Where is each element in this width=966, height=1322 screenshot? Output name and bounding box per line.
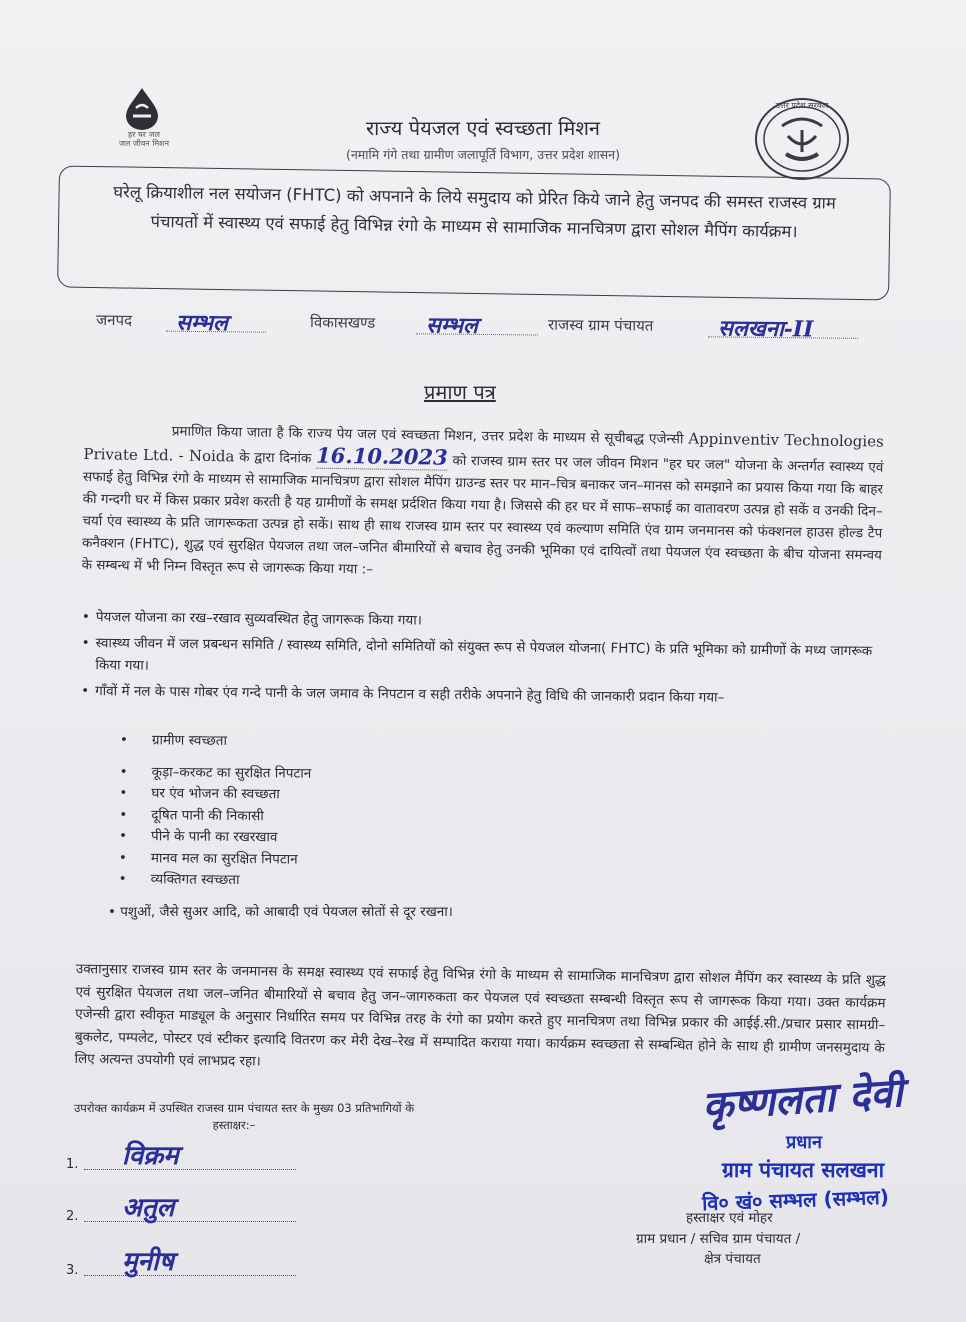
participant-signature-3: 3. मुनीष bbox=[66, 1246, 296, 1280]
certificate-heading: प्रमाण पत्र bbox=[424, 380, 496, 404]
district-value: सम्भल bbox=[175, 309, 229, 337]
list-item: • व्यक्तिगत स्वच्छता bbox=[119, 869, 639, 895]
participants-intro bbox=[74, 1100, 514, 1134]
list-item: • कूड़ा–करकट का सुरक्षित निपटान bbox=[120, 761, 640, 787]
para-part2: के द्वारा दिनांक bbox=[239, 449, 312, 467]
para-part3: को राजस्व ग्राम स्तर पर जल जीवन मिशन "हर घर जल" योजना के अन्तर्गत स्वास्थ्य एवं सफाई हेतु विभिन्न रंगो के माध्यम से सामाजिक मानचित्रण द्वारा सोशल मैपिंग ग्राउन्ड स्तर पर मान–चित्र बनाकर जन–मानस को समझाने का प्रयास किया गया कि बाहर की गन्दगी घर में किस प्रकार प्रवेश करती है यह ग्रामीणों के समक्ष प्रर्दशित किया गया है। जिससे की हर घर में साफ–सफाई का वातावरण उत्पन्न हो सकें व उनकी दिन–चर्या एंव स्वास्थ्य के प्रति जागरूकता उत्पन्न हो सकें। साथ ही साथ राजस्व ग्राम स्तर पर स्वास्थ्य एवं कल्याण समिति एंव ग्राम जनमानस को फंक्शनल हाउस होल्ड टैप कनैक्शन (FHTC), शुद्ध एवं सुरक्षित पेयजल तथा जल–जनित बीमारियों से बचाव हेतु उनकी भूमिका एवं दायित्वों तथा पेयजल एंव स्वच्छता के बीच योजना समन्वय के सम्बन्ध में भी निम्न विस्तृत रूप से जागरूक किया गया :– bbox=[81, 452, 884, 578]
summary-paragraph: उक्तानुसार राजस्व ग्राम स्तर के जनमानस के समक्ष स्वास्थ्य एवं सफाई हेतु विभिन्न रंगो के माध्यम से सामाजिक मानचित्रण द्वारा सोशल मैपिंग कर स्वास्थ्य के प्रति शुद्ध एवं सुरक्षित पेयजल तथा जल–जनित बीमारियों से बचाव हेतु जन–जागरुकता कर पेयजल एवं स्वच्छता सम्बन्धी विस्तृत रूप से जागरूक किया गया। उक्त कार्यक्रम एजेन्सी द्वारा स्वीकृत माड्यूल के अनुसार निर्धारित समय पर विभिन्न तरह के रंगो का प्रयोग करते हुए मानचित्रण तथा विभिन्न प्रकार की आईई.सी./प्रचार प्रसार सामग्री–बुकलेट, पम्पलेट, पोस्टर एवं स्टीकर इत्यादि वितरण कर मेरी देख–रेख में सम्पादित कराया गया। कार्यक्रम स्वच्छता से सम्बन्धित होने के साथ ही ग्रामीण जनसमुदाय के लिए अत्यन्त उपयोगी एवं लाभप्रद रहा। bbox=[74, 960, 886, 1070]
page-subtitle: (नमामि गंगे तथा ग्रामीण जलापूर्ति विभाग, उत्तर प्रदेश शासन) bbox=[345, 147, 620, 162]
list-item: • गाँवों में नल के पास गोबर एंव गन्दे पानी के जल जमाव के निपटान व सही तरीके अपनाने हेतु विधि की जानकारी प्रदान किया गया– bbox=[81, 680, 881, 710]
signatory-role: ग्राम प्रधान / सचिव ग्राम पंचायत / bbox=[636, 1231, 801, 1247]
animal-note: • पशुओं, जैसे सुअर आदि, को आबादी एवं पेयजल स्रोतों से दूर रखना। bbox=[108, 902, 708, 920]
logo-caption: हर घर जल जल जीवन मिशन bbox=[118, 130, 170, 148]
district-label: जनपद bbox=[95, 310, 133, 330]
program-banner bbox=[57, 165, 891, 300]
block-label: विकासखण्ड bbox=[309, 313, 376, 332]
list-item: • पेयजल योजना का रख–रखाव सुव्यवस्थित हेतु जागरूक किया गया। bbox=[82, 606, 882, 636]
participant-signature-2: 2. अतुल bbox=[66, 1192, 296, 1226]
location-fields bbox=[96, 306, 876, 354]
list-item: • स्वास्थ्य जीवन में जल प्रबन्धन समिति / स्वास्थ्य समिति, दोनो समितियों को संयुक्त रूप से पेयजल योजना( FHTC) के प्रति भूमिका को ग्रामीणों के मध्य जागरूक किया गया। bbox=[81, 632, 881, 684]
sanitation-topics-list bbox=[119, 730, 640, 895]
list-item: • मानव मल का सुरक्षित निपटान bbox=[119, 847, 639, 873]
stamp-panchayat: ग्राम पंचायत सलखना bbox=[722, 1158, 885, 1182]
agency-name: Appinventiv Technologies Private Ltd. - Noida bbox=[83, 429, 884, 466]
participants-signature-label: हस्ताक्षर:– bbox=[212, 1118, 256, 1132]
stamp-designation: प्रधान bbox=[786, 1132, 822, 1153]
pradhan-signature: कृष्णलता देवी bbox=[700, 1069, 905, 1130]
participant-signature-1: 1. विक्रम bbox=[66, 1140, 296, 1174]
panchayat-label: राजस्व ग्राम पंचायत bbox=[547, 315, 654, 335]
participant-name: मुनीष bbox=[122, 1247, 174, 1277]
participants-intro-text: उपरोक्त कार्यक्रम में उपस्थित राजस्व ग्राम पंचायत स्तर के मुख्य 03 प्रतिभागियों के bbox=[74, 1101, 415, 1115]
program-date: 16.10.2023 bbox=[315, 442, 448, 470]
banner-text: घरेलू क्रियाशील नल सयोजन (FHTC) को अपनाने के लिये समुदाय को प्रेरित किये जाने हेतु जनपद की समस्त राजस्व ग्राम पंचायतों में स्वास्थ्य एवं सफाई हेतु विभिन्न रंगो के माध्यम से सामाजिक मानचित्रण द्वारा सोशल मैपिंग कार्यक्रम। bbox=[113, 182, 836, 242]
seal-text: उत्तर प्रदेश सरकार bbox=[775, 101, 829, 110]
stamp-block: वि० खं० सम्भल (सम्भल) bbox=[701, 1184, 890, 1216]
participant-name: विक्रम bbox=[122, 1141, 179, 1171]
participant-name: अतुल bbox=[122, 1193, 175, 1223]
list-item: • ग्रामीण स्वच्छता bbox=[120, 730, 640, 756]
panchayat-value: सलखना-II bbox=[717, 315, 814, 343]
signature-label: हस्ताक्षर एवं मोहर bbox=[686, 1210, 773, 1226]
para-part1: प्रमाणित किया जाता है कि राज्य पेय जल एवं स्वच्छता मिशन, उत्तर प्रदेश के माध्यम से सूचीबद्ध एजेन्सी bbox=[171, 423, 684, 448]
list-item: • घर एंव भोजन की स्वच्छता bbox=[119, 783, 639, 809]
list-item: • दूषित पानी की निकासी bbox=[119, 804, 639, 830]
signatory-role-2: क्षेत्र पंचायत bbox=[704, 1251, 761, 1267]
list-item: • पीने के पानी का रखरखाव bbox=[119, 826, 639, 852]
bullet-list bbox=[81, 606, 882, 714]
certificate-paragraph bbox=[82, 418, 884, 589]
page-title: राज्य पेयजल एवं स्वच्छता मिशन bbox=[365, 116, 601, 140]
block-value: सम्भल bbox=[425, 312, 479, 339]
